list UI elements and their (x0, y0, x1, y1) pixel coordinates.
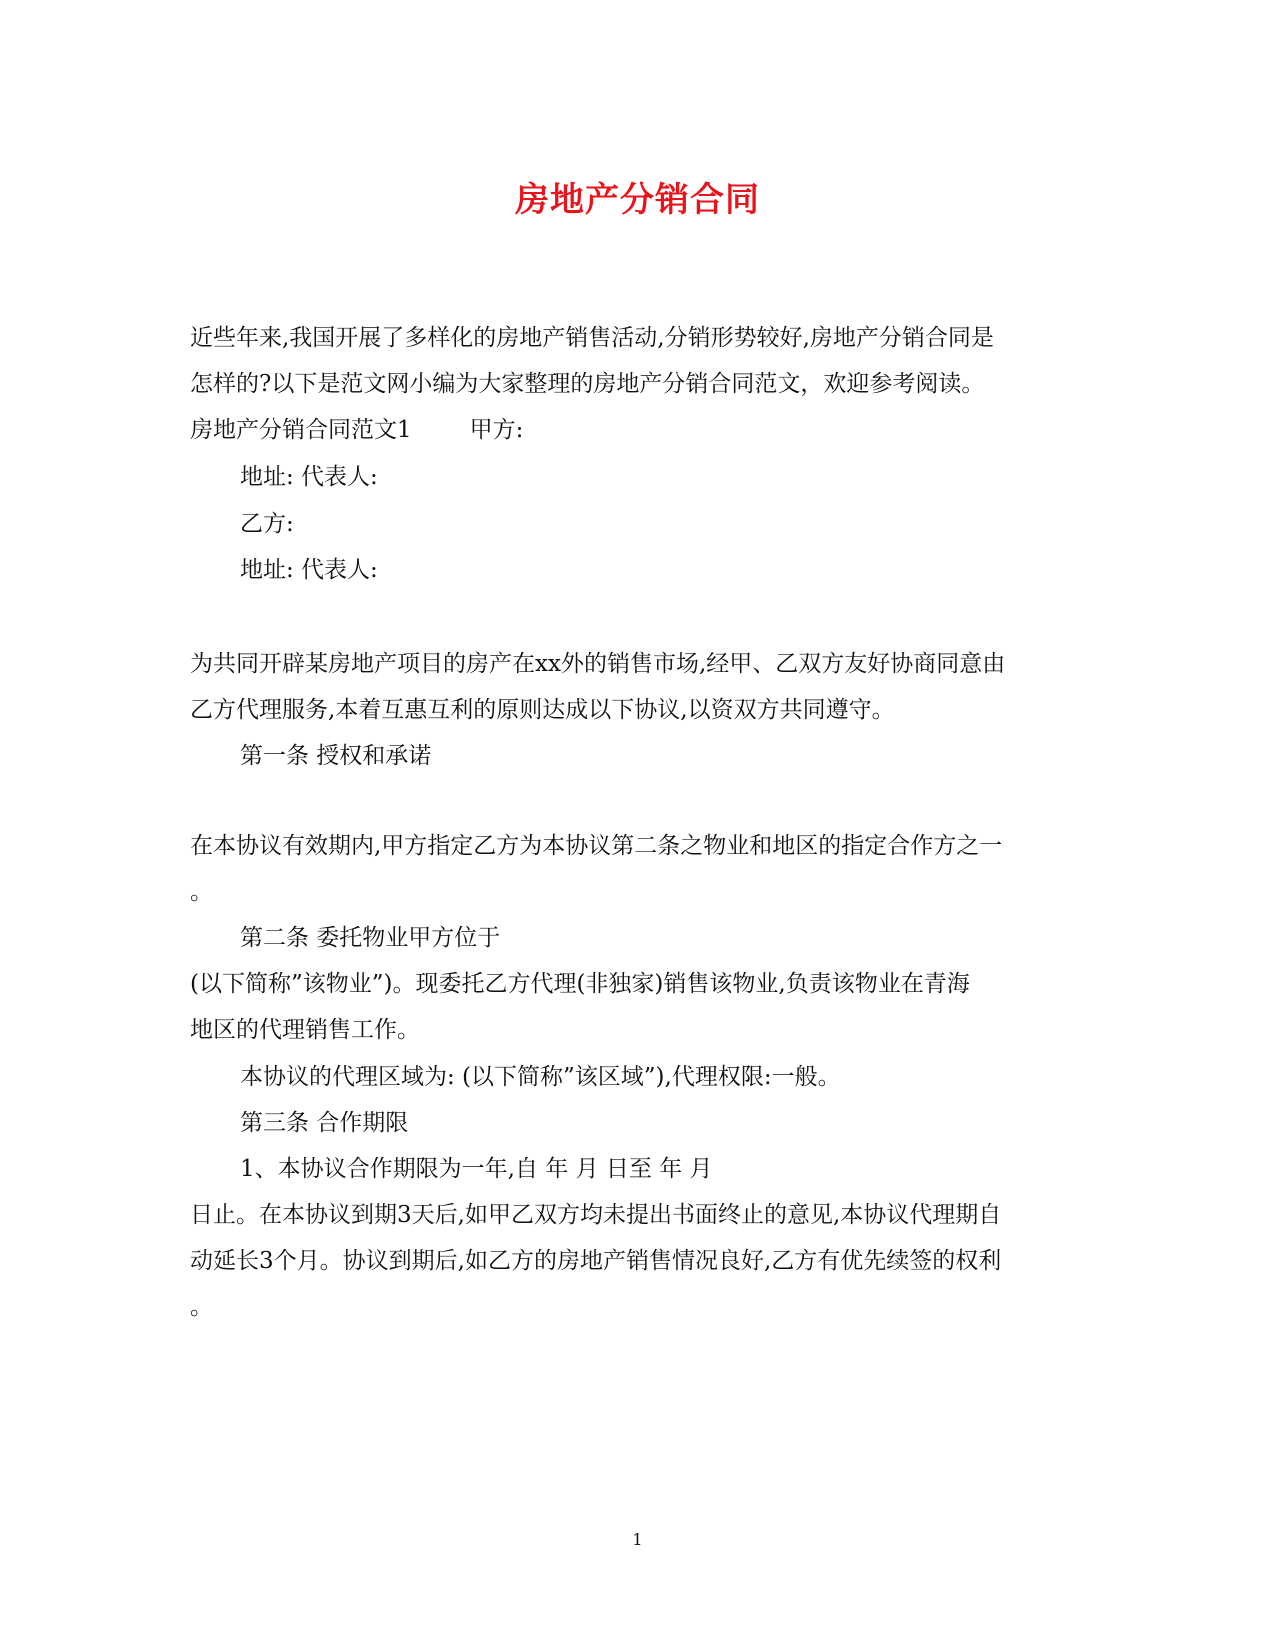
article-heading: 第三条 合作期限 (240, 1110, 409, 1136)
article-heading: 第一条 授权和承诺 (240, 743, 432, 769)
sample-heading-line (190, 414, 523, 446)
paragraph-line: 1、本协议合作期限为一年,自 年 月 日至 年 月 (240, 1156, 713, 1182)
party-b-address-line: 地址: 代表人: (240, 557, 378, 583)
party-a-address-line: 地址: 代表人: (240, 464, 378, 490)
paragraph-line: 本协议的代理区域为: (以下简称”该区域”),代理权限:一般。 (240, 1064, 841, 1090)
paragraph-line: 。 (190, 879, 213, 905)
party-a-label: 甲方: (469, 417, 524, 443)
article-heading: 第二条 委托物业甲方位于 (240, 925, 501, 951)
paragraph-line: 在本协议有效期内,甲方指定乙方为本协议第二条之物业和地区的指定合作方之一 (190, 833, 1003, 859)
paragraph-line: 怎样的?以下是范文网小编为大家整理的房地产分销合同范文，欢迎参考阅读。 (190, 371, 985, 397)
paragraph-line: 动延长3个月。协议到期后,如乙方的房地产销售情况良好,乙方有优先续签的权利 (190, 1248, 1002, 1274)
paragraph-line: 近些年来,我国开展了多样化的房地产销售活动,分销形势较好,房地产分销合同是 (190, 325, 994, 351)
document-title: 房地产分销合同 (515, 180, 760, 220)
paragraph-line: 地区的代理销售工作。 (190, 1017, 420, 1043)
paragraph-line: 。 (190, 1294, 213, 1320)
paragraph-line: 日止。在本协议到期3天后,如甲乙双方均未提出书面终止的意见,本协议代理期自 (190, 1202, 1002, 1228)
sample-heading: 房地产分销合同范文1 (190, 417, 412, 443)
paragraph-line: 为共同开辟某房地产项目的房产在xx外的销售市场,经甲、乙双方友好协商同意由 (190, 651, 1006, 677)
party-b-label: 乙方: (240, 511, 294, 537)
page-number: 1 (632, 1530, 643, 1549)
paragraph-line: (以下简称”该物业”)。现委托乙方代理(非独家)销售该物业,负责该物业在青海 (190, 971, 970, 997)
paragraph-line: 乙方代理服务,本着互惠互利的原则达成以下协议,以资双方共同遵守。 (190, 697, 895, 723)
